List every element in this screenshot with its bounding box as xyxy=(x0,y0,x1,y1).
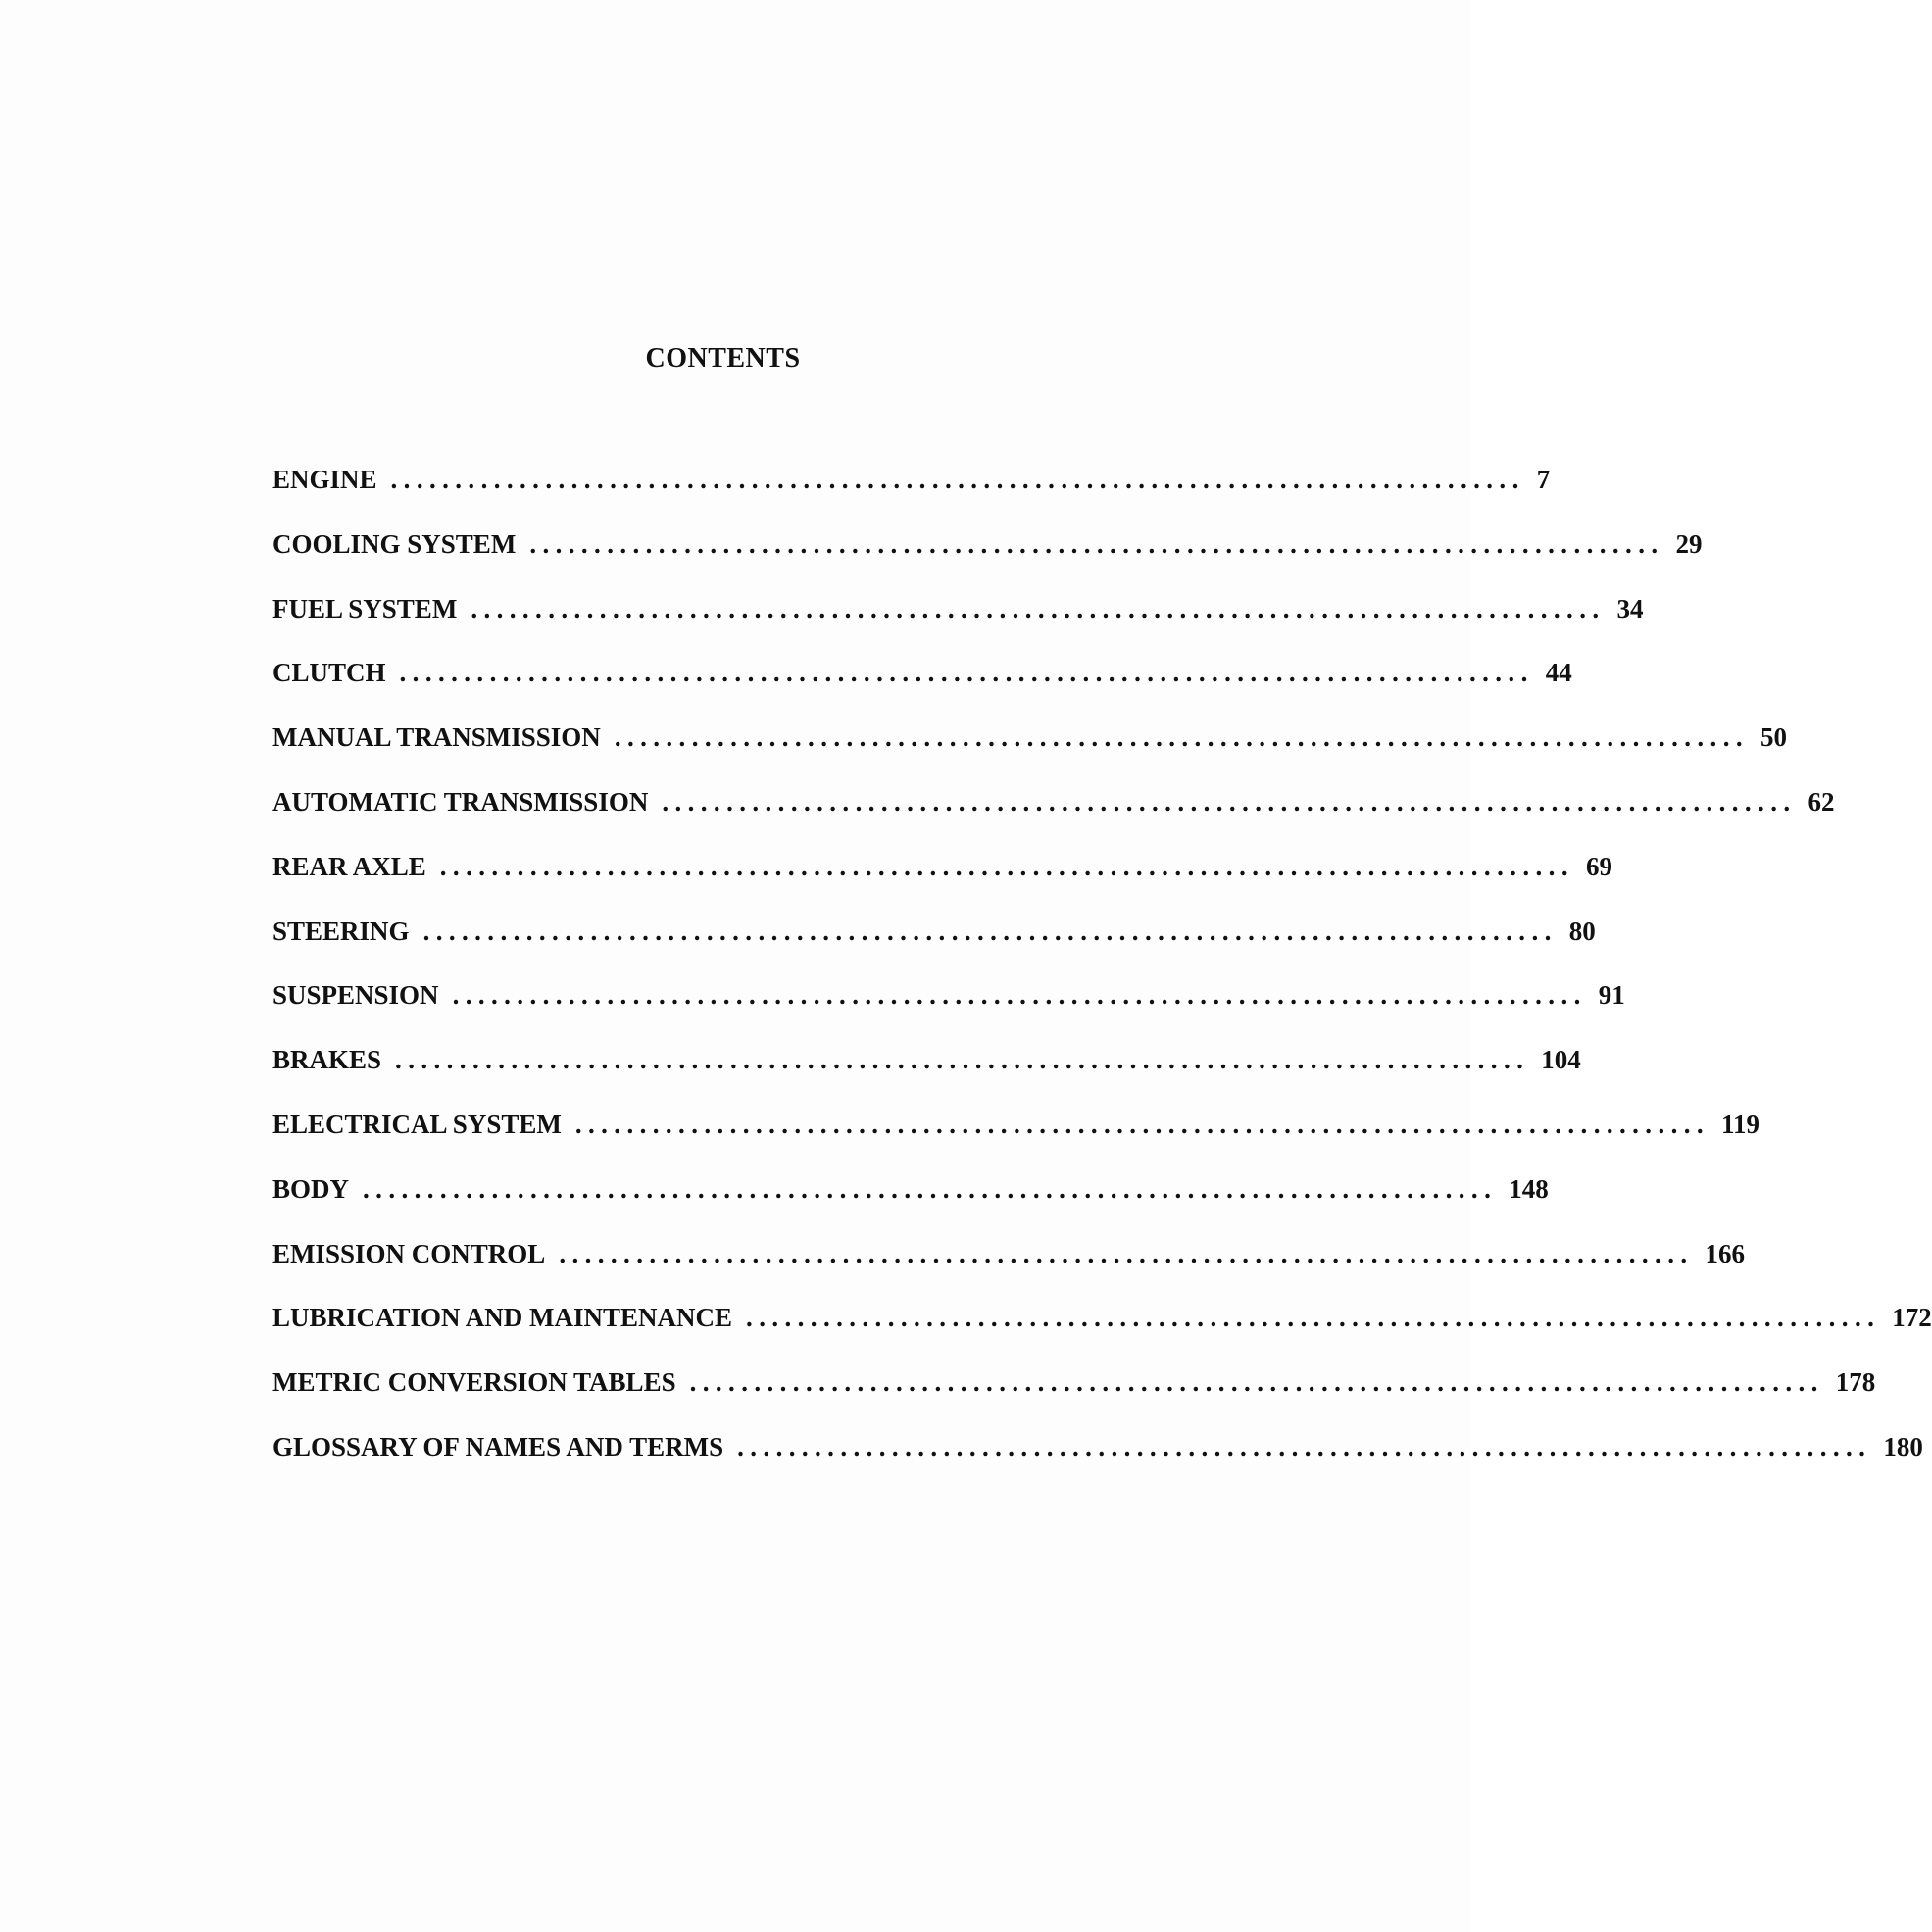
toc-entry-label: ELECTRICAL SYSTEM xyxy=(272,1109,562,1139)
toc-entry xyxy=(272,1173,1549,1239)
toc-entry xyxy=(272,658,1572,722)
toc-entry-page: 180 xyxy=(1883,1431,1923,1461)
toc-dot-leader: ........................................................................................ xyxy=(737,1431,1872,1461)
table-of-contents xyxy=(272,465,1932,1497)
toc-entry-page: 80 xyxy=(1568,916,1596,946)
toc-dot-leader: ........................................................................................ xyxy=(529,528,1664,559)
toc-entry xyxy=(272,851,1612,916)
toc-entry xyxy=(272,528,1703,594)
toc-entry-label: AUTOMATIC TRANSMISSION xyxy=(272,786,649,817)
toc-dot-leader: ........................................................................................ xyxy=(689,1367,1824,1398)
toc-entry-label: BODY xyxy=(272,1173,350,1204)
toc-entry-label: GLOSSARY OF NAMES AND TERMS xyxy=(272,1431,724,1461)
toc-dot-leader: ........................................................................................ xyxy=(559,1238,1694,1268)
toc-entry-page: 178 xyxy=(1835,1367,1876,1398)
toc-entry-page: 29 xyxy=(1675,528,1703,559)
toc-entry-label: LUBRICATION AND MAINTENANCE xyxy=(272,1303,733,1333)
toc-entry xyxy=(272,465,1551,529)
toc-entry-label: SUSPENSION xyxy=(272,980,439,1011)
toc-entry xyxy=(272,1045,1581,1110)
toc-entry-label: FUEL SYSTEM xyxy=(272,593,458,623)
toc-entry-label: MANUAL TRANSMISSION xyxy=(272,722,601,753)
toc-entry-page: 166 xyxy=(1705,1238,1746,1268)
toc-entry-page: 104 xyxy=(1541,1045,1581,1075)
toc-dot-leader: ........................................................................................ xyxy=(471,593,1606,623)
toc-entry xyxy=(272,1238,1746,1304)
toc-dot-leader: ........................................................................................ xyxy=(452,980,1587,1011)
toc-entry-page: 148 xyxy=(1509,1173,1549,1204)
toc-entry-label: STEERING xyxy=(272,916,410,946)
toc-entry xyxy=(272,980,1625,1045)
toc-dot-leader: ........................................................................................ xyxy=(399,658,1534,688)
toc-entry-label: EMISSION CONTROL xyxy=(272,1238,546,1268)
toc-entry-page: 34 xyxy=(1616,593,1644,623)
toc-entry-label: BRAKES xyxy=(272,1045,382,1075)
toc-entry xyxy=(272,1303,1932,1367)
toc-dot-leader: ........................................................................................ xyxy=(574,1109,1710,1139)
toc-entry xyxy=(272,722,1788,787)
toc-dot-leader: ........................................................................................ xyxy=(614,722,1750,753)
toc-entry-page: 119 xyxy=(1721,1109,1760,1139)
toc-entry-label: ENGINE xyxy=(272,465,377,494)
toc-dot-leader: ........................................................................................ xyxy=(363,1173,1498,1204)
toc-entry xyxy=(272,916,1596,981)
toc-dot-leader: ........................................................................................ xyxy=(422,916,1558,946)
toc-dot-leader: ........................................................................................ xyxy=(746,1303,1881,1333)
toc-entry-page: 44 xyxy=(1545,658,1572,688)
toc-entry-page: 50 xyxy=(1760,722,1788,753)
toc-dot-leader: ........................................................................................ xyxy=(390,465,1525,494)
toc-entry-label: CLUTCH xyxy=(272,658,386,688)
toc-entry xyxy=(272,1109,1760,1174)
toc-entry-page: 91 xyxy=(1598,980,1625,1011)
toc-entry-page: 62 xyxy=(1808,786,1835,817)
toc-entry-page: 172 xyxy=(1892,1303,1932,1333)
toc-entry xyxy=(272,1431,1923,1497)
toc-entry-label: COOLING SYSTEM xyxy=(272,528,517,559)
toc-entry-page: 7 xyxy=(1536,465,1551,494)
toc-entry xyxy=(272,1367,1876,1432)
toc-entry-label: METRIC CONVERSION TABLES xyxy=(272,1367,676,1398)
toc-dot-leader: ........................................................................................ xyxy=(395,1045,1530,1075)
toc-entry xyxy=(272,786,1835,852)
toc-entry-label: REAR AXLE xyxy=(272,851,426,881)
toc-dot-leader: ........................................................................................ xyxy=(662,786,1797,817)
toc-entry xyxy=(272,593,1644,659)
toc-entry-page: 69 xyxy=(1585,851,1612,881)
toc-dot-leader: ........................................................................................ xyxy=(439,851,1574,881)
page-title: CONTENTS xyxy=(645,343,801,373)
